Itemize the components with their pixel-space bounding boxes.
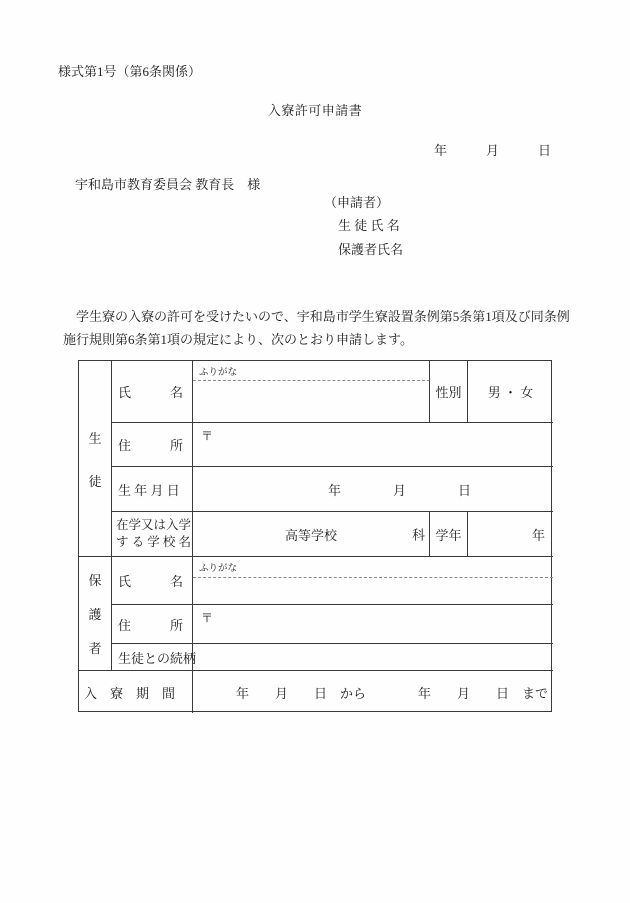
student-address-field: 〒 <box>193 423 553 467</box>
guardian-section-label: 保 護 者 <box>79 557 112 671</box>
department-suffix: 科 <box>411 527 425 543</box>
application-statement <box>63 306 583 351</box>
student-section-label: 生 徒 <box>79 361 112 557</box>
statement-line-2: 施行規則第6条第1項の規定により、次のとおり申請します。 <box>63 331 413 347</box>
school-label <box>112 512 193 557</box>
guardian-name-field <box>193 578 553 605</box>
guardian-name-label: 氏 名 <box>112 557 193 605</box>
school-label-line-1: 在学又は入学 <box>116 518 192 532</box>
grade-label: 学年 <box>430 512 468 557</box>
admission-period-field: 年 月 日 から 年 月 日 まで <box>235 685 548 701</box>
grade-field: 年 <box>468 512 553 557</box>
guardian-address-field: 〒 <box>193 605 553 644</box>
guardian-furigana-label: ふりがな <box>193 557 553 578</box>
school-field <box>193 512 430 557</box>
applicant-heading: （申請者） <box>324 195 390 210</box>
student-furigana-label: ふりがな <box>193 361 430 381</box>
statement-line-1: 学生寮の入寮の許可を受けたいので、宇和島市学生寮設置条例第5条第1項及び同条例 <box>63 309 570 324</box>
student-address-label: 住 所 <box>112 423 193 467</box>
student-name-signature-label: 生 徒 氏 名 <box>338 218 400 233</box>
guardian-name-signature-label: 保護者氏名 <box>338 242 404 257</box>
gender-label: 性別 <box>430 361 468 423</box>
form-number: 様式第1号（第6条関係） <box>58 64 202 79</box>
student-name-field <box>193 381 430 423</box>
application-form-table <box>78 360 552 712</box>
student-name-label: 氏 名 <box>112 361 193 423</box>
birthdate-field: 年 月 日 <box>193 467 553 512</box>
birthdate-label: 生 年 月 日 <box>112 467 193 512</box>
school-label-line-2: す る 学 校 名 <box>116 535 192 549</box>
gender-options: 男 ・ 女 <box>468 361 553 423</box>
page-title: 入寮許可申請書 <box>267 103 363 118</box>
school-suffix: 高等学校 <box>284 527 337 543</box>
guardian-address-label: 住 所 <box>112 605 193 644</box>
admission-period-label: 入 寮 期 間 <box>79 671 193 713</box>
date-line: 年 月 日 <box>434 143 552 158</box>
relation-field <box>193 644 553 671</box>
addressee-line: 宇和島市教育委員会 教育長 様 <box>75 177 261 192</box>
relation-label: 生徒との続柄 <box>112 644 193 671</box>
